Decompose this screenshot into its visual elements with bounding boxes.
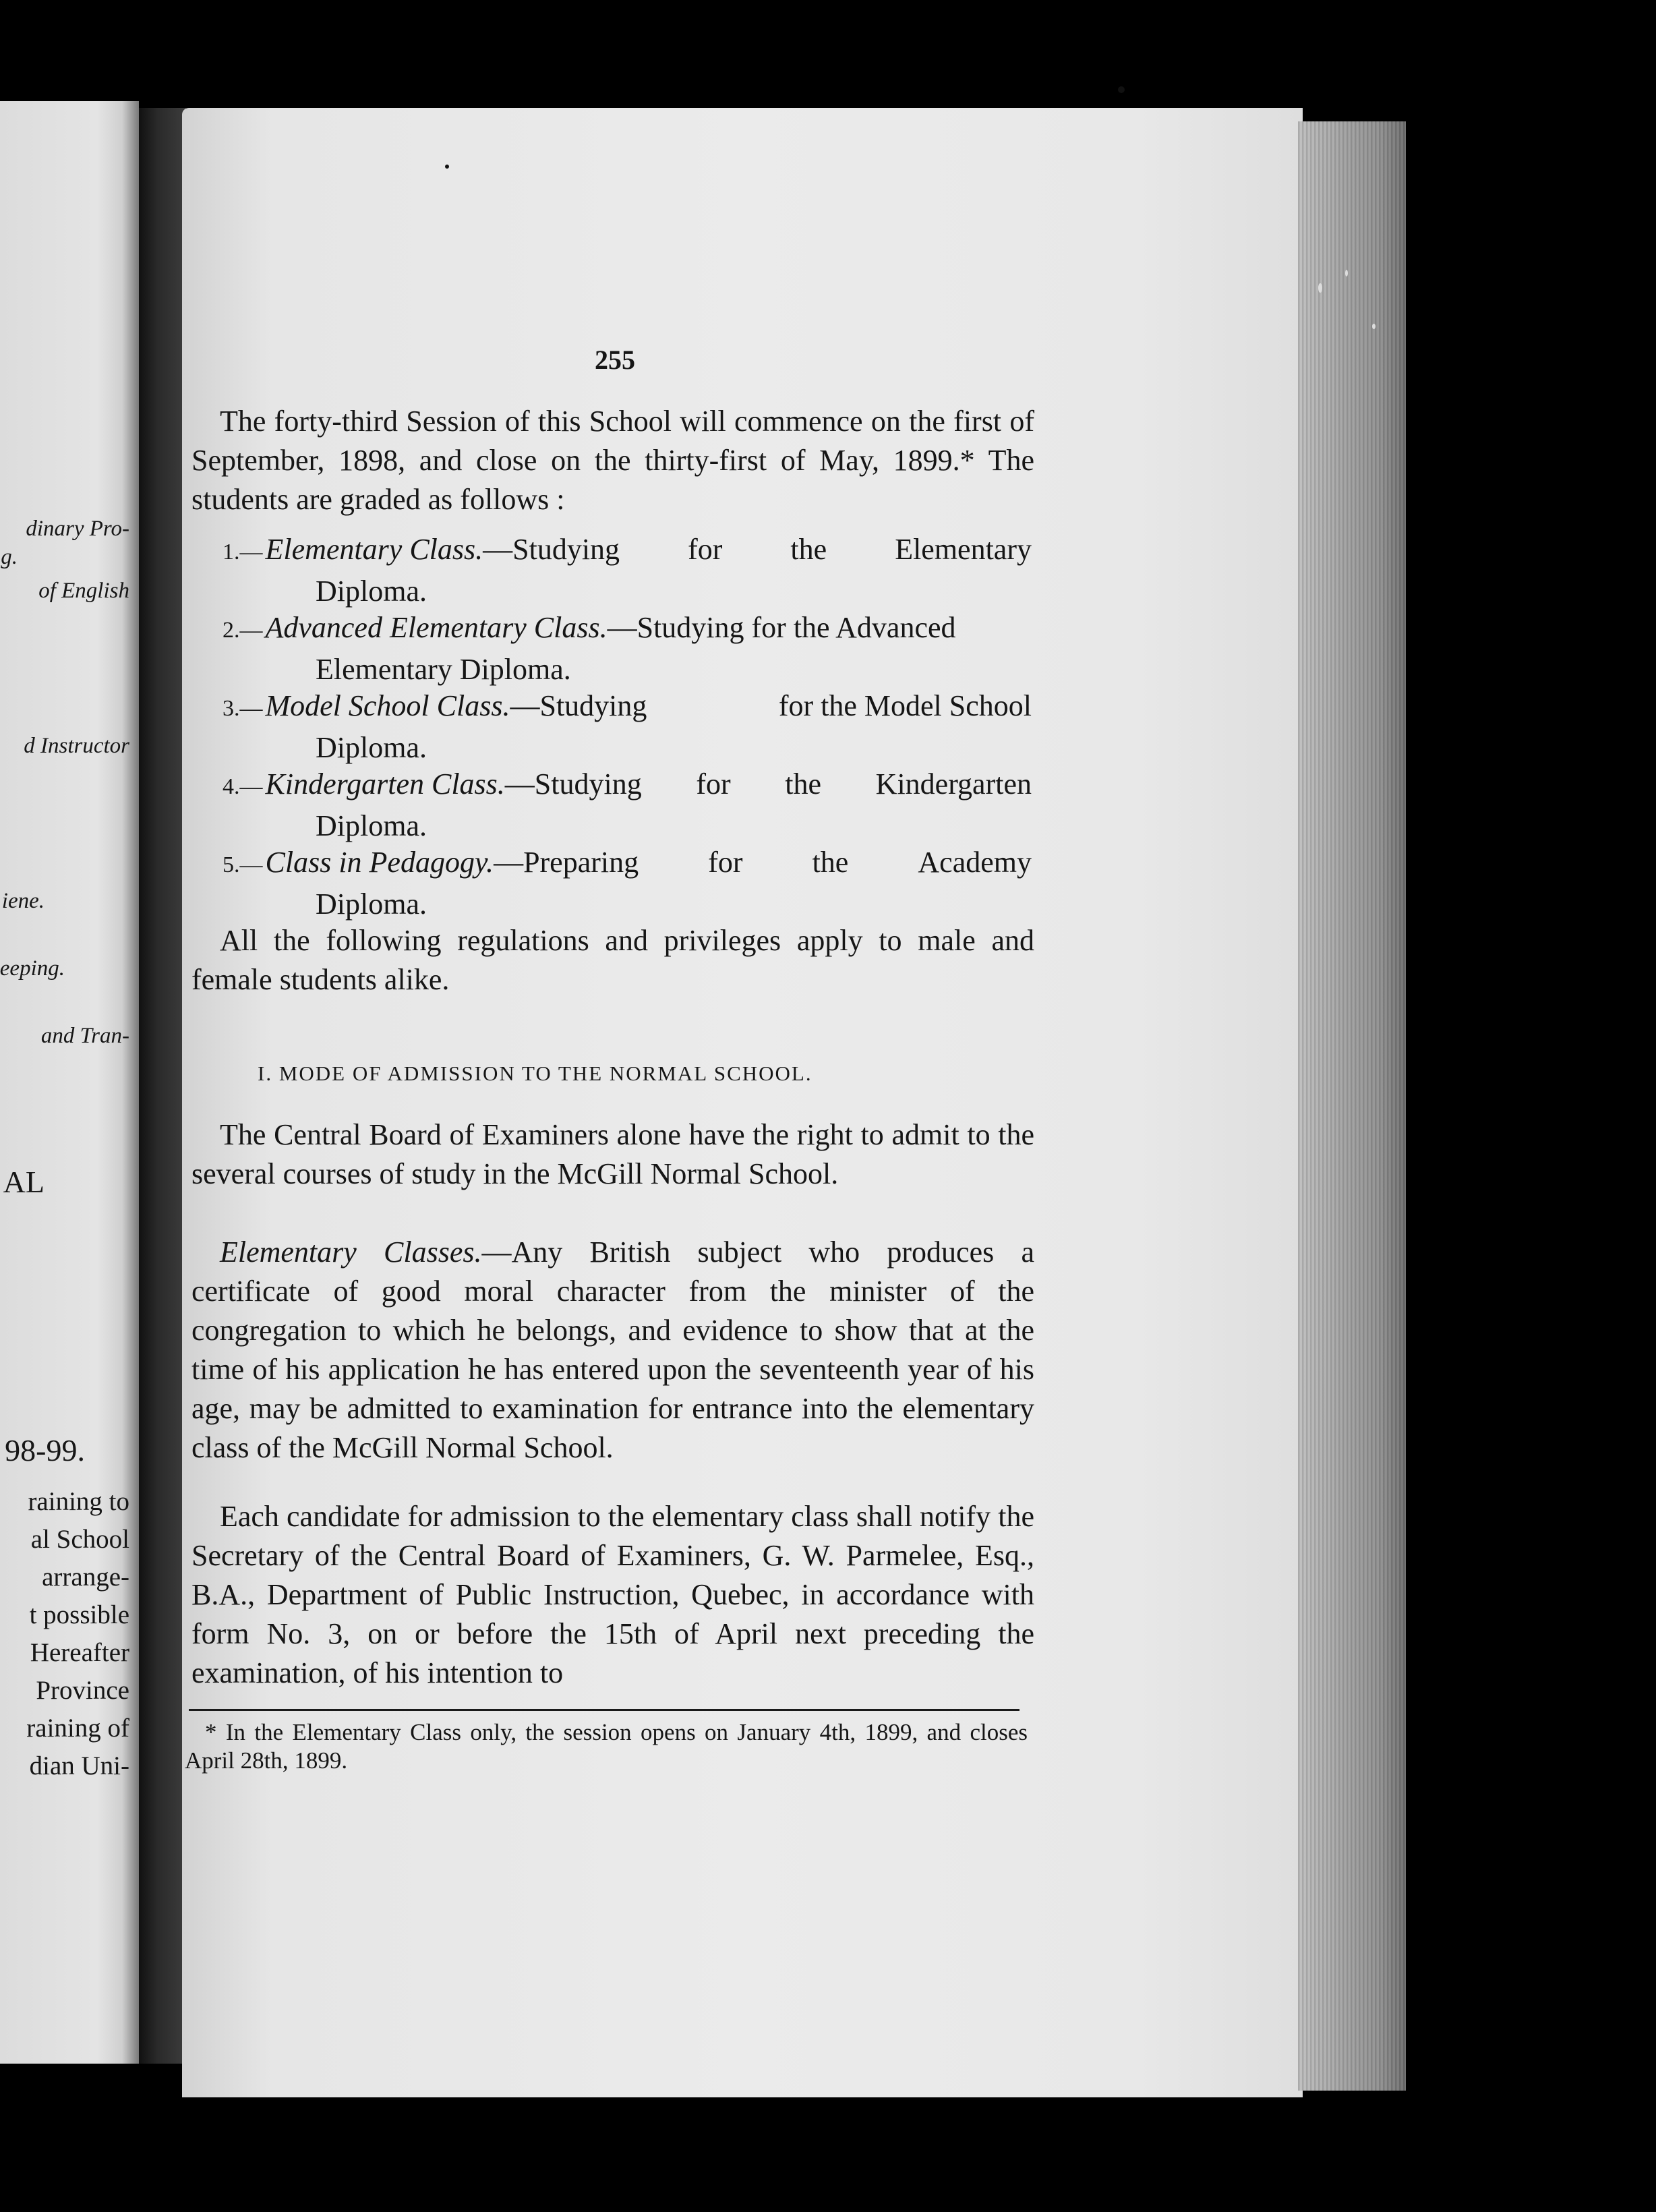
- item-number: 2.—: [223, 618, 263, 643]
- left-fragment: raining to: [28, 1487, 129, 1516]
- left-fragment: 98-99.: [5, 1433, 85, 1467]
- left-fragment: dian Uni-: [29, 1751, 129, 1780]
- left-fragment: eeping.: [0, 956, 65, 981]
- book-gutter: [139, 108, 186, 2064]
- item-number: 4.—: [223, 774, 263, 799]
- footnote-rule: [189, 1709, 1019, 1711]
- item-number: 3.—: [223, 696, 263, 721]
- left-fragment: iene.: [1, 889, 45, 913]
- class-name: Kindergarten Class.: [265, 767, 505, 801]
- left-fragment: Hereafter: [30, 1638, 129, 1667]
- class-name: Advanced Elementary Class.: [265, 611, 608, 644]
- candidate-paragraph: Each candidate for admission to the elementary class shall notify the Secretary of the Central Board of Examiners, G. W. Parmelee, Esq., B.A., Department of Public Instruction, Quebec, in accordance with form No. 3, on or before the 15th of April next preceding the examination, of his intention to: [191, 1500, 1034, 1689]
- left-facing-page: [0, 101, 139, 2064]
- applies-paragraph: All the following regulations and privileges apply to male and female students alike.: [191, 924, 1034, 996]
- class-list-item-3: 3.—Model School Class.—Studying for the Model School Diploma.: [223, 689, 1032, 764]
- left-fragment: raining of: [26, 1714, 129, 1743]
- class-name: Elementary Class.: [265, 533, 483, 566]
- item-number: 1.—: [223, 540, 263, 564]
- left-fragment: al School: [30, 1525, 129, 1554]
- left-fragment: d Instructor: [24, 734, 129, 758]
- left-fragment: g.: [1, 545, 18, 569]
- left-fragment: Province: [36, 1676, 129, 1705]
- board-paragraph: The Central Board of Examiners alone have the right to admit to the several courses of study in the McGill Normal School.: [191, 1118, 1034, 1190]
- class-list-item-1: 1.—Elementary Class.—Studying for the Elementary Diploma.: [223, 533, 1032, 608]
- left-fragment: and Tran-: [40, 1024, 129, 1048]
- left-fragment: arrange-: [42, 1563, 129, 1592]
- page-edge: [1298, 121, 1406, 2091]
- left-fragment: AL: [3, 1165, 45, 1199]
- dust-speck: [1118, 86, 1125, 93]
- section-heading: I. MODE OF ADMISSION TO THE NORMAL SCHOOL.: [258, 1061, 812, 1085]
- class-list-item-2: 2.—Advanced Elementary Class.—Studying for the Advanced Elementary Diploma.: [223, 611, 956, 686]
- dust-speck: [445, 165, 449, 169]
- footnote: * In the Elementary Class only, the session opens on January 4th, 1899, and closes April 28th, 1899.: [185, 1719, 1028, 1774]
- class-name: Class in Pedagogy.: [265, 846, 494, 879]
- left-fragment: dinary Pro-: [26, 517, 129, 541]
- class-list-item-5: 5.—Class in Pedagogy.—Preparing for the Academy Diploma.: [223, 846, 1032, 921]
- page-number: 255: [595, 345, 635, 375]
- class-list-item-4: 4.—Kindergarten Class.—Studying for the Kindergarten Diploma.: [223, 767, 1032, 842]
- item-number: 5.—: [223, 852, 263, 877]
- left-fragment: t possible: [29, 1600, 129, 1629]
- elementary-label: Elementary Classes.: [220, 1235, 482, 1269]
- left-fragment: of English: [38, 579, 129, 603]
- elementary-paragraph: Elementary Classes.—Any British subject who produces a certificate of good moral character from the minister of the congregation to which he belongs, and evidence to show that at the time of his application he has entered upon the seventeenth year of his age, may be admitted to examination for entrance into the elementary class of the McGill Normal School.: [191, 1235, 1034, 1464]
- class-name: Model School Class.: [265, 689, 510, 722]
- intro-paragraph: The forty-third Session of this School will commence on the first of September, 1898, and close on the thirty-first of May, 1899.* The students are graded as follows :: [191, 405, 1034, 516]
